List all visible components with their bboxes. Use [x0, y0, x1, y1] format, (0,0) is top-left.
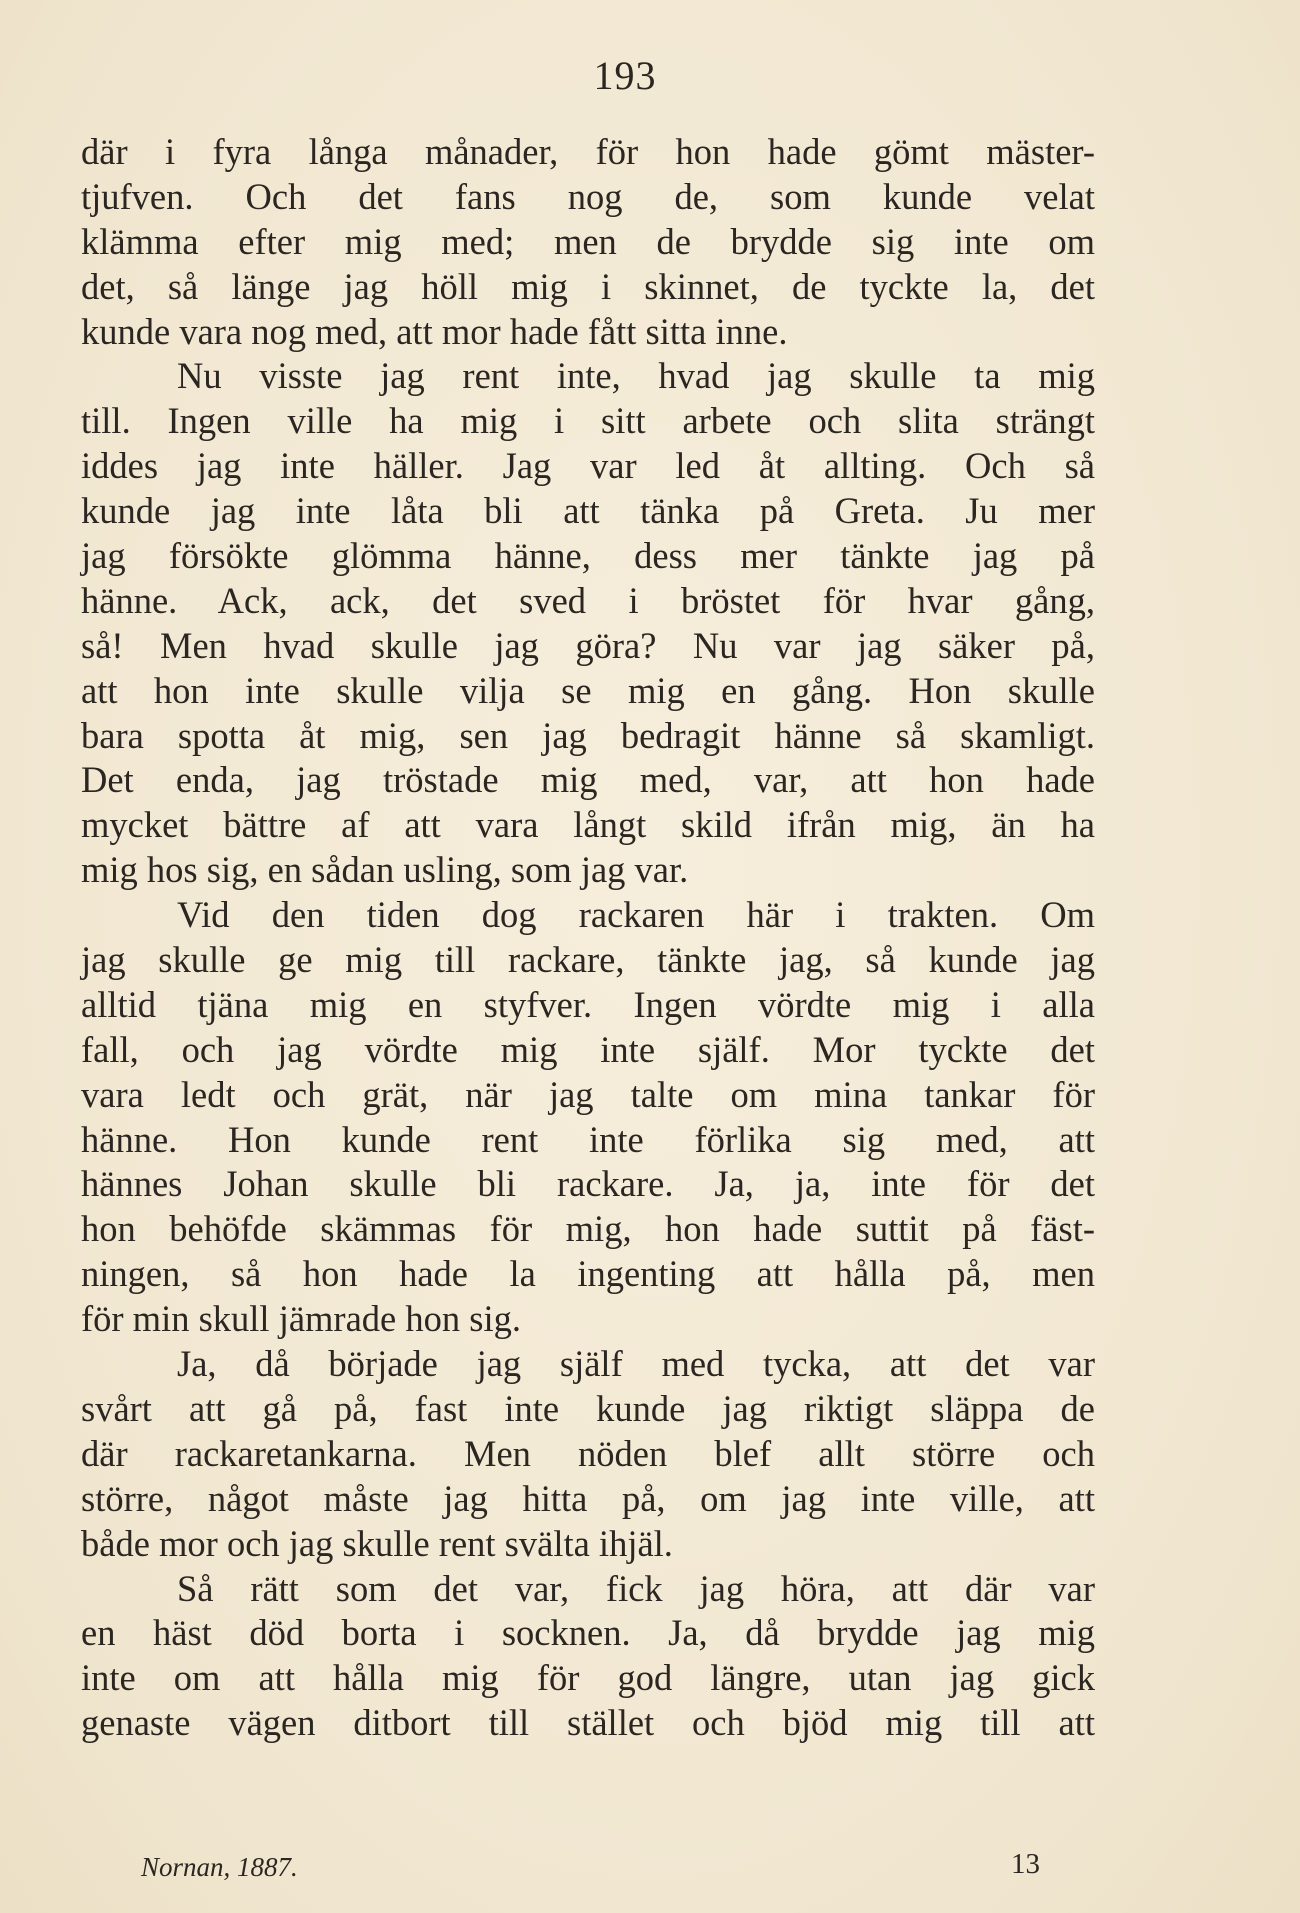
sheet-number: 13: [1011, 1848, 1040, 1880]
text-line: både mor och jag skulle rent svälta ihjäl.: [81, 1522, 673, 1564]
text-line: så! Men hvad skulle jag göra? Nu var jag säker på,: [81, 624, 1095, 666]
text-line: kunde jag inte låta bli att tänka på Greta. Ju mer: [81, 490, 1095, 532]
text-line: Det enda, jag tröstade mig med, var, att hon hade: [81, 759, 1095, 801]
page-footer: [141, 1848, 1041, 1892]
text-line: ningen, så hon hade la ingenting att hålla på, men: [81, 1253, 1095, 1295]
text-line: svårt att gå på, fast inte kunde jag riktigt släppa de: [81, 1387, 1095, 1429]
text-line: mig hos sig, en sådan usling, som jag var.: [81, 849, 689, 891]
printer-signature: Nornan, 1887.: [141, 1852, 298, 1882]
text-line: för min skull jämrade hon sig.: [81, 1298, 521, 1340]
text-line: alltid tjäna mig en styfver. Ingen vördte mig i alla: [81, 983, 1095, 1025]
text-line: tjufven. Och det fans nog de, som kunde velat: [81, 175, 1095, 217]
text-line: jag försökte glömma hänne, dess mer tänkte jag på: [81, 535, 1095, 577]
text-line: till. Ingen ville ha mig i sitt arbete och slita strängt: [81, 400, 1095, 442]
text-line: bara spotta åt mig, sen jag bedragit hänne så skamligt.: [81, 714, 1095, 756]
text-line: det, så länge jag höll mig i skinnet, de tyckte la, det: [81, 265, 1095, 307]
text-line: där i fyra långa månader, för hon hade gömt mäster-: [81, 131, 1095, 172]
text-line: vara ledt och grät, när jag talte om mina tankar för: [81, 1073, 1095, 1115]
text-line: hännes Johan skulle bli rackare. Ja, ja, inte för det: [81, 1163, 1095, 1205]
text-line: kunde vara nog med, att mor hade fått sitta inne.: [81, 310, 788, 352]
text-line: Nu visste jag rent inte, hvad jag skulle ta mig: [177, 355, 1095, 397]
text-line: iddes jag inte häller. Jag var led åt allting. Och så: [81, 445, 1095, 487]
text-line: större, något måste jag hitta på, om jag inte ville, att: [81, 1477, 1095, 1519]
text-line: klämma efter mig med; men de brydde sig inte om: [81, 220, 1095, 262]
page-number: 193: [593, 53, 657, 98]
body-text: [81, 130, 1095, 1746]
text-line: en häst död borta i socknen. Ja, då brydde jag mig: [81, 1612, 1095, 1654]
text-line: jag skulle ge mig till rackare, tänkte jag, så kunde jag: [81, 939, 1095, 981]
text-line: Ja, då började jag själf med tycka, att det var: [177, 1343, 1095, 1385]
text-line: hänne. Ack, ack, det sved i bröstet för hvar gång,: [81, 579, 1095, 621]
text-line: Vid den tiden dog rackaren här i trakten. Om: [177, 894, 1095, 936]
text-line: där rackaretankarna. Men nöden blef allt större och: [81, 1432, 1095, 1474]
text-line: fall, och jag vördte mig inte själf. Mor tyckte det: [81, 1028, 1095, 1070]
text-line: att hon inte skulle vilja se mig en gång. Hon skulle: [81, 669, 1095, 711]
text-line: genaste vägen ditbort till stället och bjöd mig till att: [81, 1702, 1095, 1744]
text-line: inte om att hålla mig för god längre, utan jag gick: [81, 1657, 1095, 1699]
text-line: mycket bättre af att vara långt skild ifrån mig, än ha: [81, 804, 1095, 846]
text-line: Så rätt som det var, fick jag höra, att där var: [177, 1567, 1095, 1609]
text-line: hon behöfde skämmas för mig, hon hade suttit på fäst-: [81, 1208, 1095, 1250]
text-line: hänne. Hon kunde rent inte förlika sig med, att: [81, 1118, 1095, 1160]
